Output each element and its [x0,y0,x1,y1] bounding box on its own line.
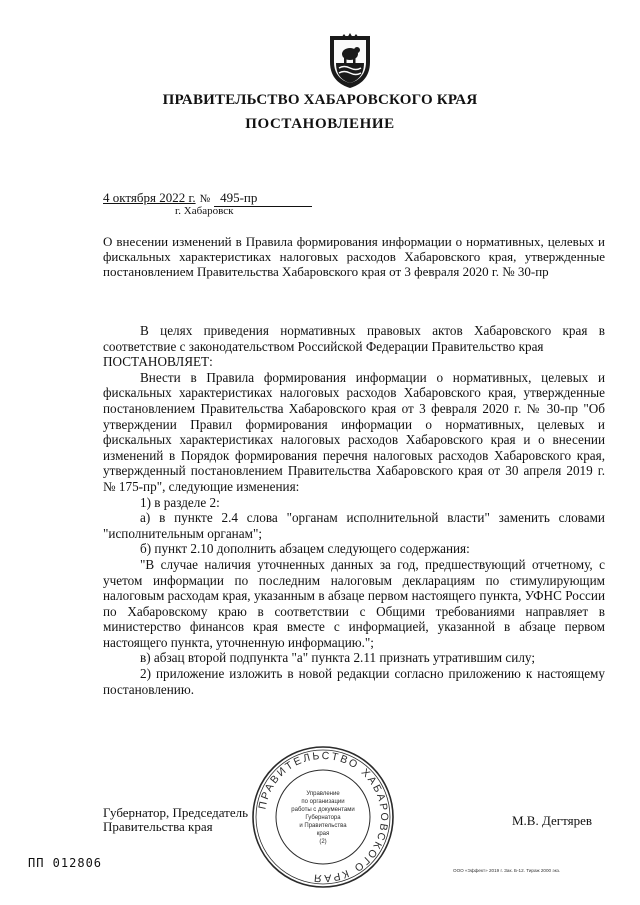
form-serial-number: ПП 012806 [28,856,103,870]
document-body [103,323,605,697]
document-subject: О внесении изменений в Правила формирования информации о нормативных, целевых и фискальных характеристиках налоговых расходов Хабаровского края, утвержденные постановлением Правительства Хабаровского края от 3 февраля 2020 г. № 30-пр [103,234,605,279]
body-decree: ПОСТАНОВЛЯЕТ: [103,354,213,370]
stamp-outer-text: ПРАВИТЕЛЬСТВО ХАБАРОВСКОГО КРАЯ [256,749,391,885]
stamp-inner-line-7: (2) [319,839,327,845]
signer-name: М.В. Дегтярев [512,813,593,828]
body-paragraph-2: 1) в разделе 2: [140,494,220,510]
stamp-inner-line-2: по организации [301,799,345,805]
org-title: ПРАВИТЕЛЬСТВО ХАБАРОВСКОГО КРАЯ [162,92,478,108]
number-sign: № [199,193,211,205]
city: г. Хабаровск [175,205,234,217]
body-paragraph-3: а) в пункте 2.4 слова "органам исполнительной власти" заменить словами "исполнительным органам"; [103,510,605,541]
stamp-inner-line-3: работы с документами [291,807,355,813]
stamp-inner-line-4: Губернатора [305,815,341,821]
stamp-inner-line-5: и Правительства [299,823,347,829]
official-stamp [248,742,398,892]
signer-position [103,806,248,834]
body-intro: В целях приведения нормативных правовых актов Хабаровского края в соответствие с законодательством Российской Федерации Правительство края [103,323,605,354]
document-number-value: 495-пр [220,190,258,205]
signer-position-line-1: Губернатор, Председатель [103,805,249,820]
document-date: 4 октября 2022 г. [103,190,196,205]
body-paragraph-5: "В случае наличия уточненных данных за год, предшествующий отчетному, с учетом информации по последним налоговым декларациям по стимулирующим налоговым расходам края, указанным в абзаце первом настоящего пункта, УФНС России по Хабаровскому краю в соответствии с Общими требованиями направляет в министерство финансов края вместе с информацией, указанной в абзаце первом настоящего пункта, уточненную информацию."; [103,556,605,650]
signer-position-line-2: Правительства края [103,819,213,834]
printer-imprint: ООО «Эффект» 2019 г. Зак. Б-12. Тираж 2000 экз. [453,868,561,873]
stamp-inner-line-1: Управление [306,791,340,797]
document-type: ПОСТАНОВЛЕНИЕ [245,116,395,132]
coat-of-arms-icon [326,32,374,90]
body-paragraph-7: 2) приложение изложить в новой редакции согласно приложению к настоящему постановлению. [103,666,605,697]
body-paragraph-4: б) пункт 2.10 дополнить абзацем следующего содержания: [140,541,470,557]
body-paragraph-1: Внести в Правила формирования информации о нормативных, целевых и фискальных характеристиках налоговых расходов Хабаровского края, утвержденные постановлением Правительства Хабаровского края от 3 февраля 2020 г. № 30-пр "Об утверждении Правил формирования информации о нормативных, целевых и фискальных характеристиках налоговых расходов Хабаровского края и о внесении изменений в Порядок формирования перечня налоговых расходов Хабаровского края, утвержденный постановлением Правительства Хабаровского края от 30 апреля 2019 г. № 175-пр", следующие изменения: [103,369,605,494]
stamp-inner-line-6: края [316,831,330,837]
body-paragraph-6: в) абзац второй подпункта "а" пункта 2.11 признать утратившим силу; [140,650,535,666]
